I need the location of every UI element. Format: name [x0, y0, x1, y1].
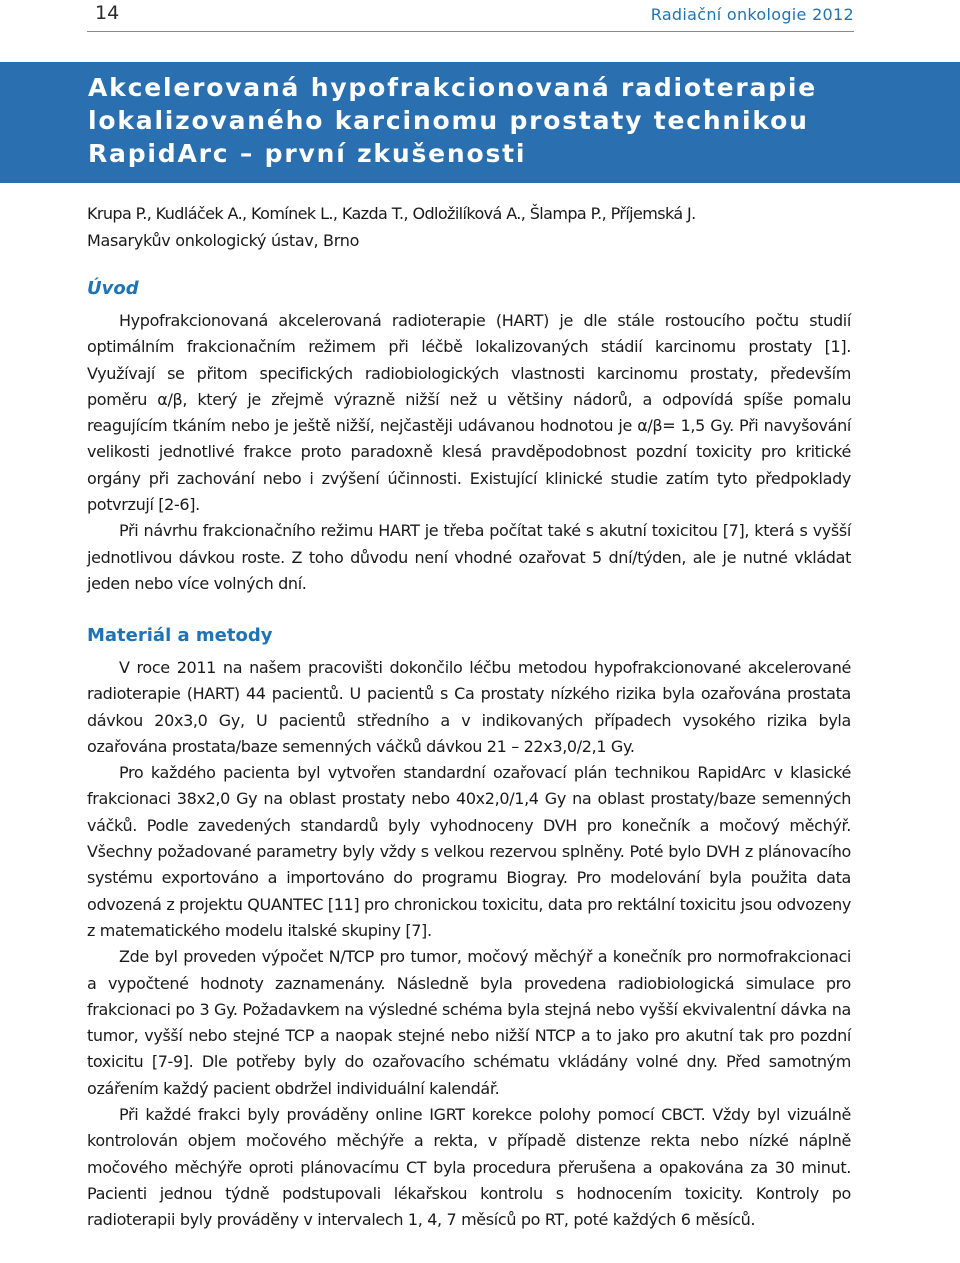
title-line: lokalizovaného karcinomu prostaty technikou — [88, 106, 809, 135]
author-list: Krupa P., Kudláček A., Komínek L., Kazda T., Odložilíková A., Šlampa P., Příjemská J. — [87, 204, 696, 223]
running-title: Radiační onkologie 2012 — [650, 5, 854, 24]
title-line: RapidArc – první zkušenosti — [88, 139, 527, 168]
page-number: 14 — [95, 2, 120, 24]
paragraph: Pro každého pacienta byl vytvořen standardní ozařovací plán technikou RapidArc v klasické frakcionaci 38x2,0 Gy na oblast prostaty nebo 40x2,0/1,4 Gy na oblast prostaty/baze semenných váčků. Podle zavedených standardů byly vyhodnoceny DVH pro konečník a močový měchýř. Všechny požadované parametry byly vždy s velkou rezervou splněny. Poté bylo DVH z plánovacího systému exportováno a importováno do programu Biogray. Pro modelování byla použita data odvozená z projektu QUANTEC [11] pro chronickou toxicitu, data pro rektální toxicitu jsou odvozeny z matematického modelu italské skupiny [7]. — [87, 763, 851, 940]
section-heading-uvod: Úvod — [87, 278, 139, 299]
title-line: Akcelerovaná hypofrakcionovaná radioterapie — [88, 73, 818, 102]
section-body-uvod — [87, 308, 851, 597]
section-body-material-a-metody — [87, 655, 851, 1234]
paragraph: Při návrhu frakcionačního režimu HART je třeba počítat také s akutní toxicitou [7], která s vyšší jednotlivou dávkou roste. Z toho důvodu není vhodné ozařovat 5 dní/týden, ale je nutné vkládat jeden nebo více volných dní. — [87, 521, 851, 593]
title-band — [0, 62, 960, 183]
article-title — [88, 71, 817, 170]
paragraph: Zde byl proveden výpočet N/TCP pro tumor, močový měchýř a konečník pro normofrakcionaci a vypočtené hodnoty zaznamenány. Následně byla provedena radiobiologická simulace pro frakcionaci po 3 Gy. Požadavkem na výsledné schéma byla stejná nebo vyšší ekvivalentní dávka na tumor, vyšší nebo stejné TCP a naopak stejné nebo nižší NTCP a to jako pro akutní tak pro pozdní toxicitu [7-9]. Dle potřeby byly do ozařovacího schématu vkládány volné dny. Před samotným ozářením každý pacient obdržel individuální kalendář. — [87, 947, 851, 1098]
affiliation: Masarykův onkologický ústav, Brno — [87, 231, 360, 250]
section-heading-material-a-metody: Materiál a metody — [87, 625, 273, 646]
header-rule — [87, 31, 854, 32]
paragraph: Hypofrakcionovaná akcelerovaná radioterapie (HART) je dle stále rostoucího počtu studií optimálním frakcionačním režimem při léčbě lokalizovaných stádií karcinomu prostaty [1]. Využívají se přitom specifických radiobiologických vlastnosti karcinomu prostaty, především poměru α/β, který je zřejmě výrazně nižší než u většiny nádorů, a odpovídá spíše pomalu reagujícím tkáním nebo je ještě nižší, nejčastěji udávanou hodnotou je α/β= 1,5 Gy. Při navyšování velikosti jednotlivé frakce proto paradoxně klesá pravděpodobnost pozdní toxicity pro kritické orgány při zachování nebo i zvýšení účinnosti. Existující klinické studie zatím tyto předpoklady potvrzují [2-6]. — [87, 311, 851, 515]
paragraph: V roce 2011 na našem pracovišti dokončilo léčbu metodou hypofrakcionované akcelerované radioterapie (HART) 44 pacientů. U pacientů s Ca prostaty nízkého rizika byla ozařována prostata dávkou 20x3,0 Gy, U pacientů středního a v indikovaných případech vysokého rizika byla ozařována prostata/baze semenných váčků dávkou 21 – 22x3,0/2,1 Gy. — [87, 658, 851, 756]
paragraph: Při každé frakci byly prováděny online IGRT korekce polohy pomocí CBCT. Vždy byl vizuálně kontrolován objem močového měchýře a rekta, v případě distenze rekta nebo nízké náplně močového měchýře oproti plánovacímu CT byla procedura přerušena a opakována za 30 minut. Pacienti jednou týdně podstupovali lékařskou kontrolu s hodnocením toxicity. Kontroly po radioterapii byly prováděny v intervalech 1, 4, 7 měsíců po RT, poté každých 6 měsíců. — [87, 1105, 851, 1230]
